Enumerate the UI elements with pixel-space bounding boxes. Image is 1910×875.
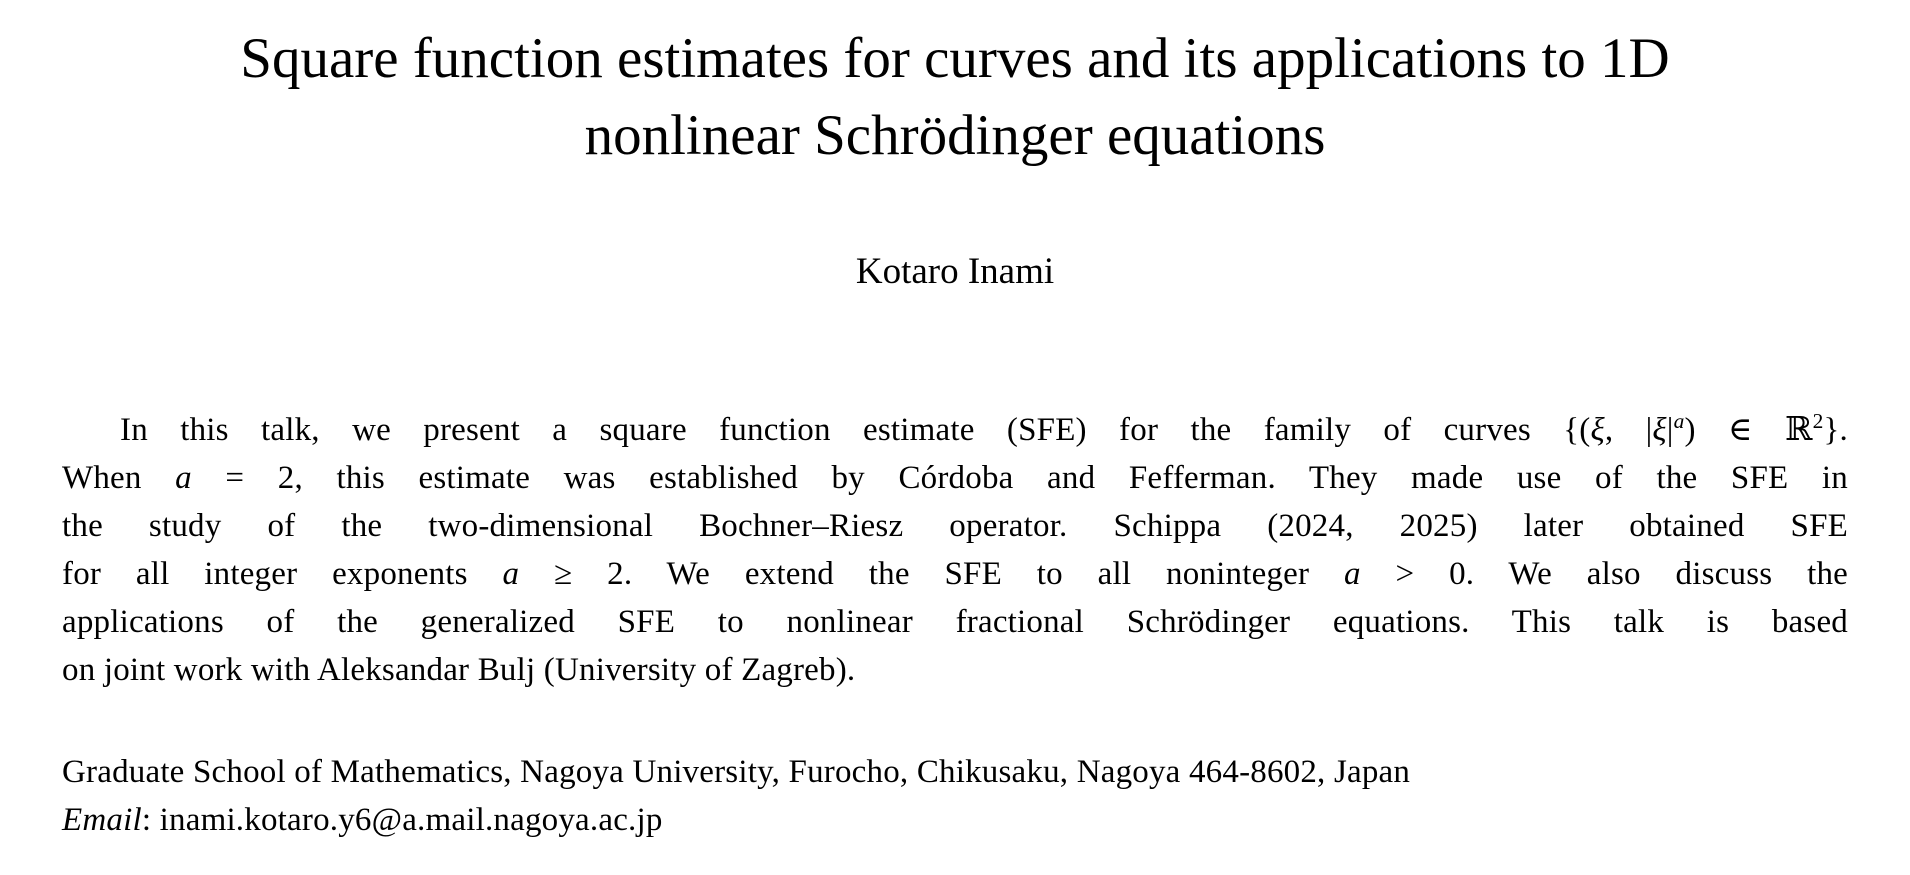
abstract-text-run: a (175, 460, 192, 496)
abstract-text-run: In this talk, we present a square function estimate (SFE) for the family of curves {( (120, 412, 1591, 448)
abstract (62, 406, 1848, 694)
abstract-text-run: ≥ 2. We extend the SFE to all noninteger (519, 556, 1344, 592)
title-line-2: nonlinear Schrödinger equations (584, 104, 1326, 167)
abstract-text-run: applications of the generalized SFE to nonlinear fractional Schrödinger equations. This talk is based (62, 604, 1848, 640)
abstract-text-run: a (1673, 409, 1685, 433)
abstract-text-run: on joint work with Aleksandar Bulj (University of Zagreb). (62, 652, 856, 688)
abstract-line (62, 454, 1848, 502)
abstract-line (62, 406, 1848, 454)
abstract-text-run: a (1343, 556, 1361, 592)
email-label: Email (62, 802, 142, 838)
email-line (62, 796, 1848, 844)
paper-title (62, 20, 1848, 174)
abstract-text-run: 2 (1812, 409, 1824, 433)
abstract-text-run: ξ (1652, 412, 1667, 448)
abstract-text-run: for all integer exponents (62, 556, 503, 592)
abstract-text-run: , | (1604, 412, 1653, 448)
abstract-text-run: a (502, 556, 520, 592)
abstract-line (62, 598, 1848, 646)
author-name: Kotaro Inami (855, 251, 1055, 292)
abstract-text-run: | (1666, 412, 1674, 448)
title-line-1: Square function estimates for curves and its applications to 1D (240, 27, 1670, 90)
abstract-text-run: ) ∈ ℝ (1684, 412, 1813, 448)
affiliation-line (62, 748, 1848, 796)
abstract-text-run: ξ (1590, 412, 1605, 448)
abstract-text-run: > 0. We also discuss the (1360, 556, 1848, 592)
abstract-text-run: When (62, 460, 176, 496)
abstract-text-run: = 2, this estimate was established by Córdoba and Fefferman. They made use of the SFE in (191, 460, 1849, 496)
footer (62, 748, 1848, 844)
abstract-text-run: }. (1823, 412, 1848, 448)
abstract-line (62, 646, 1848, 694)
abstract-line (62, 502, 1848, 550)
email-separator: : (141, 802, 160, 838)
abstract-text-run: the study of the two-dimensional Bochner–Riesz operator. Schippa (2024, 2025) later obtained SFE (62, 508, 1848, 544)
affiliation-text: Graduate School of Mathematics, Nagoya University, Furocho, Chikusaku, Nagoya 464-8602, Japan (62, 754, 1411, 790)
email-address: inami.kotaro.y6@a.mail.nagoya.ac.jp (159, 802, 663, 838)
abstract-line (62, 550, 1848, 598)
